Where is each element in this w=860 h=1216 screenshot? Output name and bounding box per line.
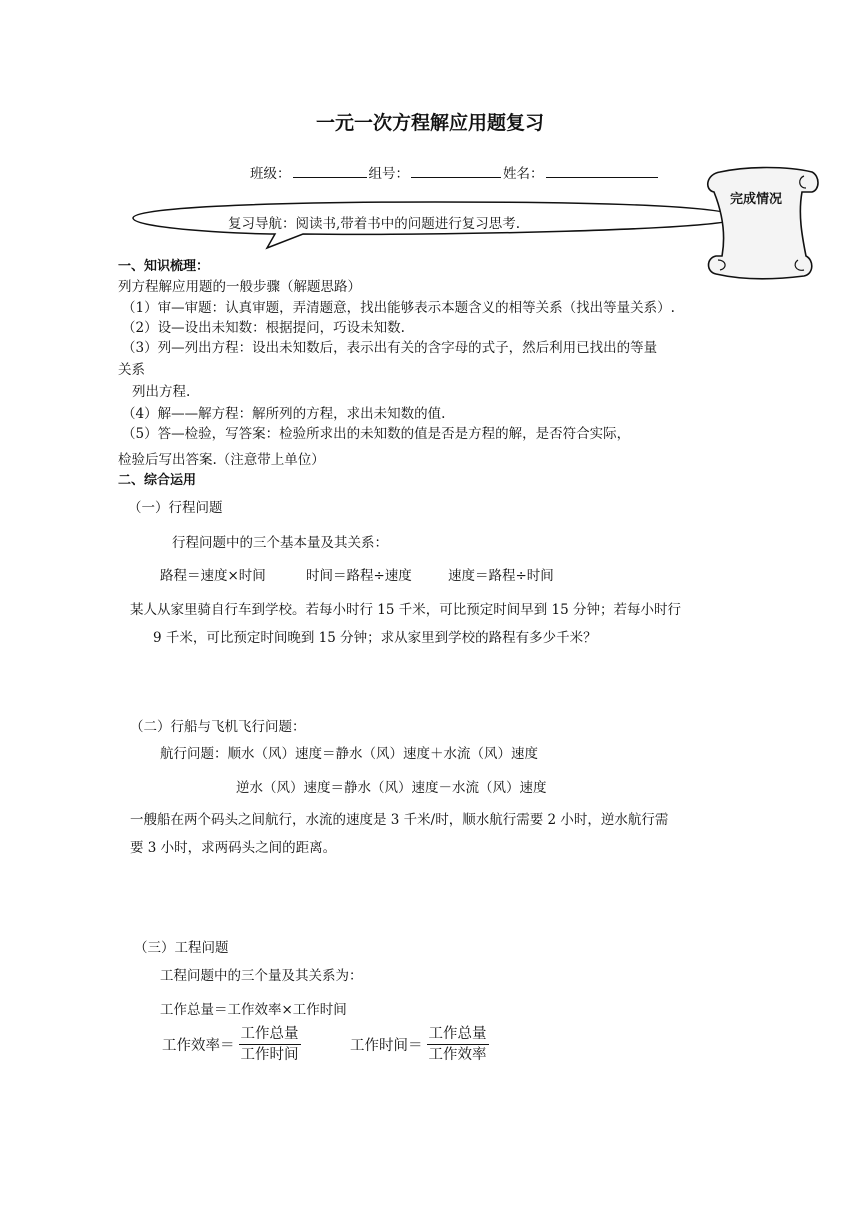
- group-field[interactable]: [411, 163, 501, 178]
- step-1: （1）审—审题：认真审题，弄清题意，找出能够表示本题含义的相等关系（找出等量关系）.: [122, 300, 675, 316]
- time-fraction: [427, 1024, 489, 1065]
- scroll-label: 完成情况: [730, 192, 783, 207]
- step-3-cont2: 列出方程.: [132, 384, 191, 400]
- name-label: 姓名：: [503, 166, 544, 182]
- travel-formula-1: 路程＝速度×时间: [160, 568, 266, 584]
- work-intro: 工程问题中的三个量及其关系为：: [160, 968, 363, 984]
- travel-intro: 行程问题中的三个基本量及其关系：: [172, 535, 388, 551]
- step-5-cont: 检验后写出答案.（注意带上单位）: [118, 452, 325, 468]
- step-4: （4）解——解方程：解所列的方程，求出未知数的值.: [122, 406, 446, 422]
- efficiency-fraction: [239, 1024, 301, 1065]
- time-formula: [350, 1024, 489, 1065]
- time-denominator: 工作效率: [428, 1047, 487, 1063]
- section1-heading: 一、知识梳理：: [118, 259, 210, 274]
- scroll-icon: [702, 164, 824, 282]
- name-field[interactable]: [546, 163, 658, 178]
- work-formula-1: 工作总量＝工作效率×工作时间: [160, 1002, 347, 1018]
- efficiency-numerator: 工作总量: [239, 1024, 301, 1045]
- boat-problem: 一艘船在两个码头之间航行，水流的速度是 3 千米/时，顺水航行需要 2 小时，逆水航行需: [130, 812, 669, 828]
- boat-formula-1: 航行问题：顺水（风）速度＝静水（风）速度＋水流（风）速度: [160, 746, 538, 762]
- step-3-cont: 关系: [118, 362, 145, 378]
- work-heading: （三）工程问题: [134, 940, 229, 956]
- class-label: 班级：: [250, 166, 291, 182]
- efficiency-formula: [162, 1024, 301, 1065]
- travel-heading: （一）行程问题: [128, 500, 223, 516]
- step-2: （2）设—设出未知数：根据提问，巧设未知数.: [122, 320, 405, 336]
- efficiency-denominator: 工作时间: [240, 1047, 299, 1063]
- boat-formula-2: 逆水（风）速度＝静水（风）速度－水流（风）速度: [236, 780, 547, 796]
- info-row: [250, 162, 660, 182]
- section1-intro: 列方程解应用题的一般步骤（解题思路）: [118, 279, 361, 295]
- step-3: （3）列—列出方程：设出未知数后，表示出有关的含字母的式子，然后利用已找出的等量: [122, 340, 658, 356]
- boat-heading: （二）行船与飞机飞行问题：: [130, 719, 306, 735]
- guide-text: 复习导航：阅读书,带着书中的问题进行复习思考.: [228, 216, 521, 232]
- step-5: （5）答—检验，写答案：检验所求出的未知数的值是否是方程的解，是否符合实际，: [122, 426, 631, 442]
- boat-problem-cont: 要 3 小时，求两码头之间的距离。: [130, 840, 337, 856]
- travel-formula-3: 速度＝路程÷时间: [448, 568, 554, 584]
- travel-problem-cont: 9 千米，可比预定时间晚到 15 分钟；求从家里到学校的路程有多少千米？: [153, 630, 597, 646]
- travel-problem: 某人从家里骑自行车到学校。若每小时行 15 千米，可比预定时间早到 15 分钟；若每小时行: [130, 602, 682, 618]
- time-numerator: 工作总量: [427, 1024, 489, 1045]
- page-title: 一元一次方程解应用题复习: [315, 112, 544, 134]
- efficiency-lhs: 工作效率＝: [162, 1038, 235, 1054]
- time-lhs: 工作时间＝: [350, 1038, 423, 1054]
- section2-heading: 二、综合运用: [118, 473, 197, 488]
- class-field[interactable]: [293, 163, 367, 178]
- group-label: 组号：: [368, 166, 409, 182]
- travel-formula-2: 时间＝路程÷速度: [306, 568, 412, 584]
